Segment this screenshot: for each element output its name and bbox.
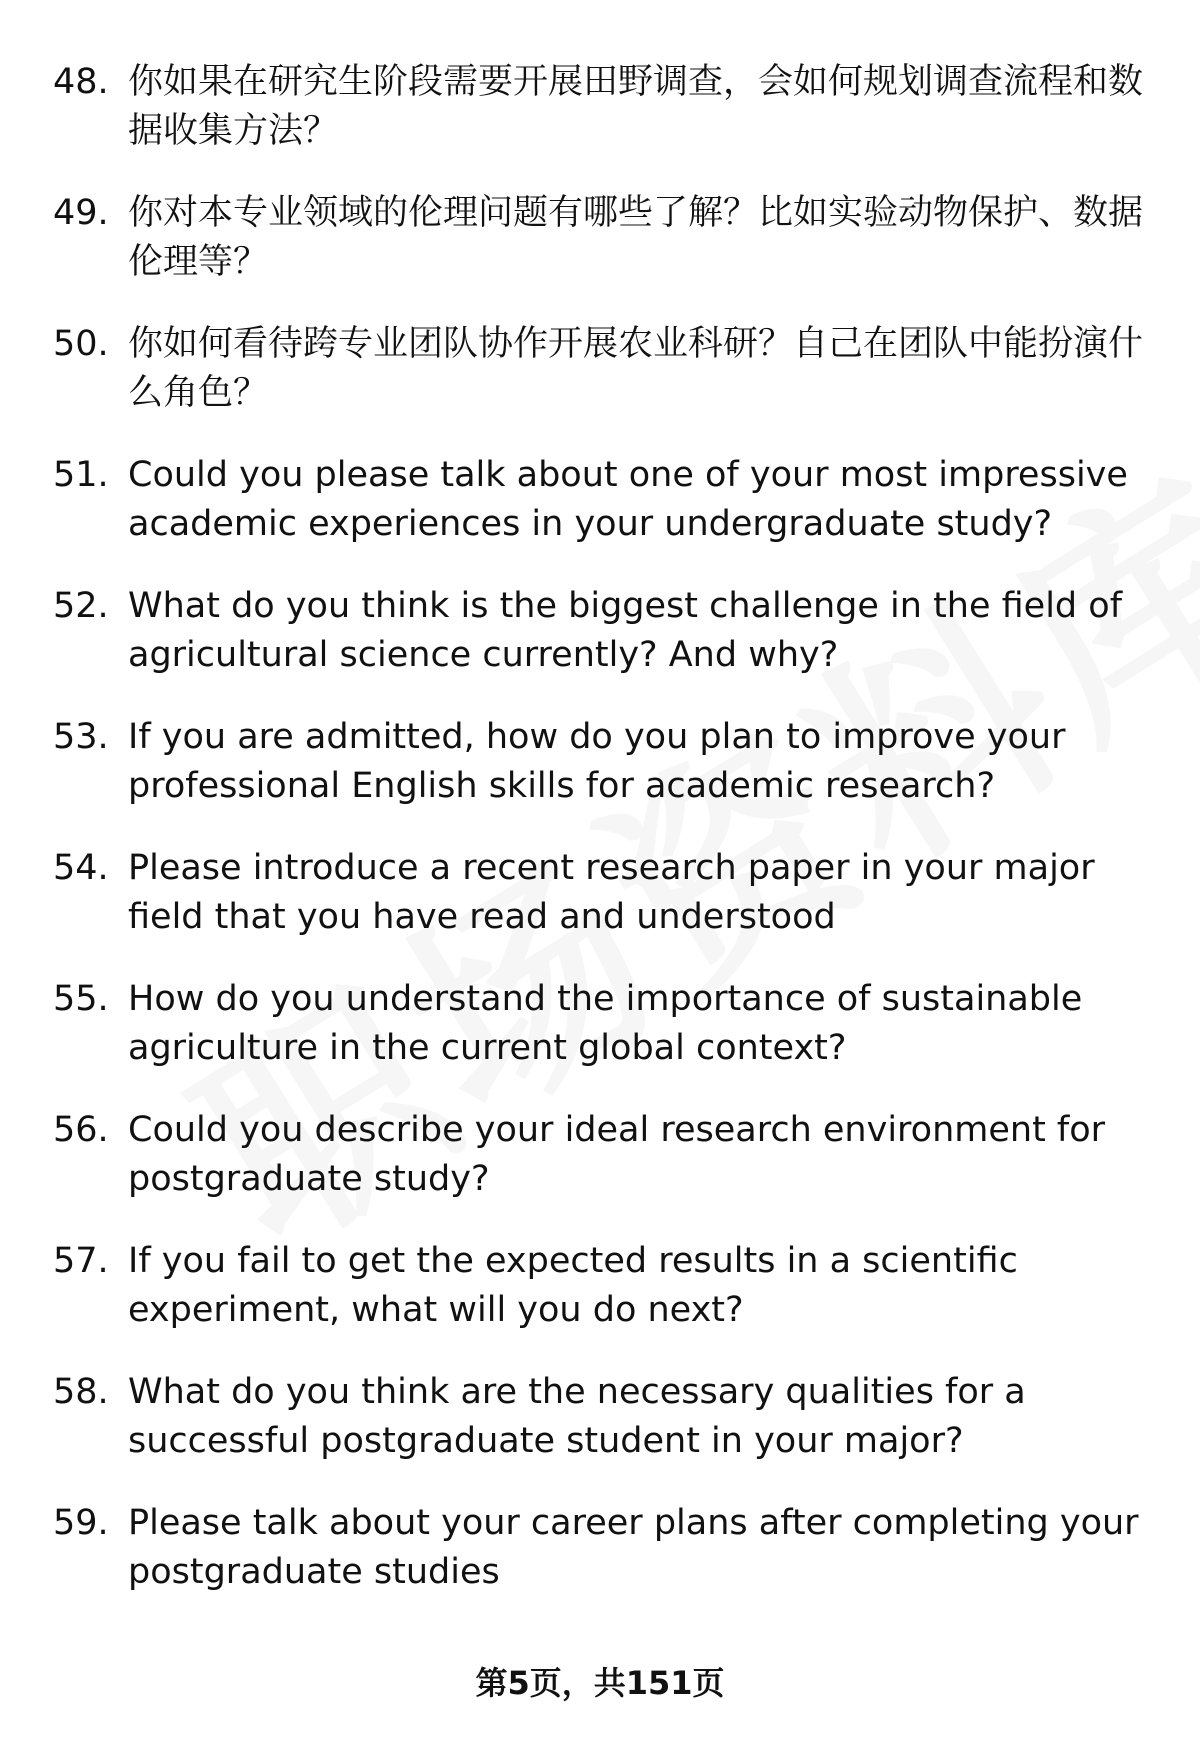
- question-text: 你对本专业领域的伦理问题有哪些了解？比如实验动物保护、数据伦理等？: [128, 193, 1144, 282]
- question-number: 53.: [53, 717, 109, 757]
- page-footer: 第5页，共151页: [475, 1664, 725, 1702]
- question-number: 56.: [53, 1110, 109, 1150]
- question-number: 50.: [53, 324, 109, 364]
- question-text: Please introduce a recent research paper in your major field that you have read and understood: [128, 848, 1095, 937]
- question-number: 52.: [53, 586, 109, 626]
- question-number: 54.: [53, 848, 109, 888]
- question-text: Please talk about your career plans after completing your postgraduate studies: [128, 1503, 1139, 1592]
- question-number: 49.: [53, 193, 109, 233]
- question-number: 51.: [53, 455, 109, 495]
- question-text: What do you think is the biggest challenge in the field of agricultural science currently? And why?: [128, 586, 1123, 675]
- question-text: What do you think are the necessary qualities for a successful postgraduate student in your major?: [128, 1372, 1026, 1461]
- question-number: 55.: [53, 979, 109, 1019]
- question-number: 58.: [53, 1372, 109, 1412]
- question-number: 48.: [53, 62, 109, 102]
- question-text: 你如何看待跨专业团队协作开展农业科研？自己在团队中能扮演什么角色？: [128, 324, 1144, 413]
- question-text: If you are admitted, how do you plan to improve your professional English skills for academic research?: [128, 717, 1066, 806]
- question-text: Could you please talk about one of your most impressive academic experiences in your undergraduate study?: [128, 455, 1128, 544]
- question-number: 57.: [53, 1241, 109, 1281]
- question-text: If you fail to get the expected results in a scientific experiment, what will you do next?: [128, 1241, 1018, 1330]
- question-number: 59.: [53, 1503, 109, 1543]
- question-text: How do you understand the importance of sustainable agriculture in the current global context?: [128, 979, 1083, 1068]
- question-text: 你如果在研究生阶段需要开展田野调查，会如何规划调查流程和数据收集方法？: [128, 62, 1144, 151]
- question-text: Could you describe your ideal research environment for postgraduate study?: [128, 1110, 1106, 1199]
